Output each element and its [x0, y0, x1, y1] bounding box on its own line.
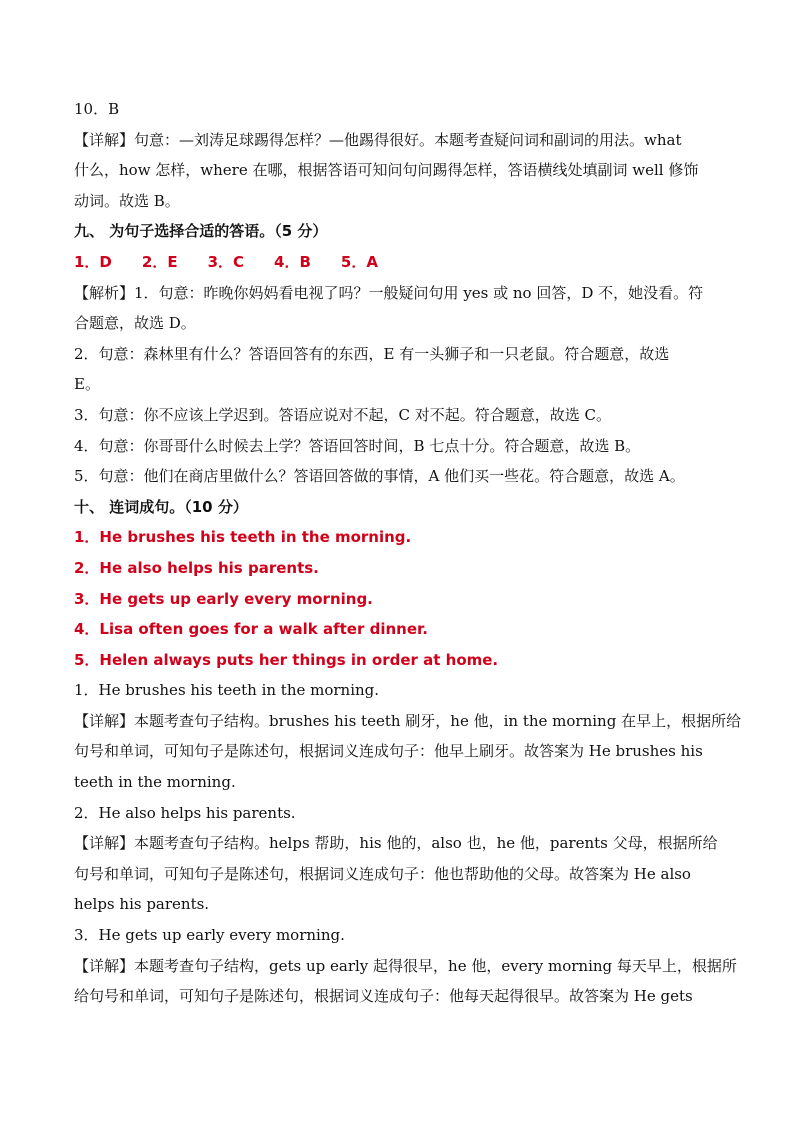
answer-line: 1．D 2．E 3．C 4．B 5．A [74, 252, 378, 271]
text-line: teeth in the morning. [74, 773, 236, 792]
text-line: 10．B [74, 100, 120, 118]
text-line: 什么，how 怎样，where 在哪，根据答语可知问句问踢得怎样，答语横线处填副词 well 修饰 [74, 161, 699, 180]
text-line: 动词。故选 B。 [74, 191, 180, 210]
text-line: 3．句意：你不应该上学迟到。答语应说对不起，C 对不起。符合题意，故选 C。 [74, 405, 612, 424]
text-line: 3．He gets up early every morning. [74, 926, 345, 945]
text-line: 4．句意：你哥哥什么时候去上学？答语回答时间，B 七点十分。符合题意，故选 B。 [74, 436, 641, 455]
answer-line: 1．He brushes his teeth in the morning. [74, 528, 412, 547]
text-line: 5．句意：他们在商店里做什么？答语回答做的事情，A 他们买一些花。符合题意，故选 A。 [74, 467, 685, 486]
section-heading: 九、 为句子选择合适的答语。（5 分） [74, 222, 328, 241]
answer-line: 5．Helen always puts her things in order at home. [74, 650, 499, 669]
text-line: 【详解】本题考查句子结构。helps 帮助，his 他的，also 也，he 他，parents 父母，根据所给 [74, 834, 718, 853]
text-line: 【解析】1．句意：昨晚你妈妈看电视了吗？一般疑问句用 yes 或 no 回答，D 不，她没看。符 [74, 283, 704, 302]
text-line: 合题意，故选 D。 [74, 314, 196, 333]
text-line: 2．句意：森林里有什么？答语回答有的东西，E 有一头狮子和一只老鼠。符合题意，故选 [74, 344, 670, 363]
text-line: 给句号和单词，可知句子是陈述句，根据词义连成句子：他每天起得很早。故答案为 He gets [74, 987, 693, 1006]
text-line: 【详解】本题考查句子结构。brushes his teeth 刷牙，he 他，in the morning 在早上，根据所给 [74, 711, 742, 730]
document-body [74, 94, 742, 1012]
text-line: helps his parents. [74, 895, 210, 914]
text-line: 句号和单词，可知句子是陈述句，根据词义连成句子：他早上刷牙。故答案为 He brushes his [74, 742, 703, 761]
section-heading: 十、 连词成句。（10 分） [74, 497, 248, 516]
answer-line: 4．Lisa often goes for a walk after dinner. [74, 620, 428, 639]
text-line: E。 [74, 375, 100, 394]
text-line: 句号和单词，可知句子是陈述句，根据词义连成句子：他也帮助他的父母。故答案为 He also [74, 864, 691, 883]
answer-line: 3．He gets up early every morning. [74, 589, 373, 608]
answer-line: 2．He also helps his parents. [74, 558, 319, 577]
text-line: 【详解】句意：—刘涛足球踢得怎样？—他踢得很好。本题考查疑问词和副词的用法。what [74, 130, 682, 149]
text-line: 2．He also helps his parents. [74, 803, 296, 822]
text-line: 1．He brushes his teeth in the morning. [74, 681, 380, 700]
text-line: 【详解】本题考查句子结构，gets up early 起得很早，he 他，every morning 每天早上，根据所 [74, 956, 737, 975]
